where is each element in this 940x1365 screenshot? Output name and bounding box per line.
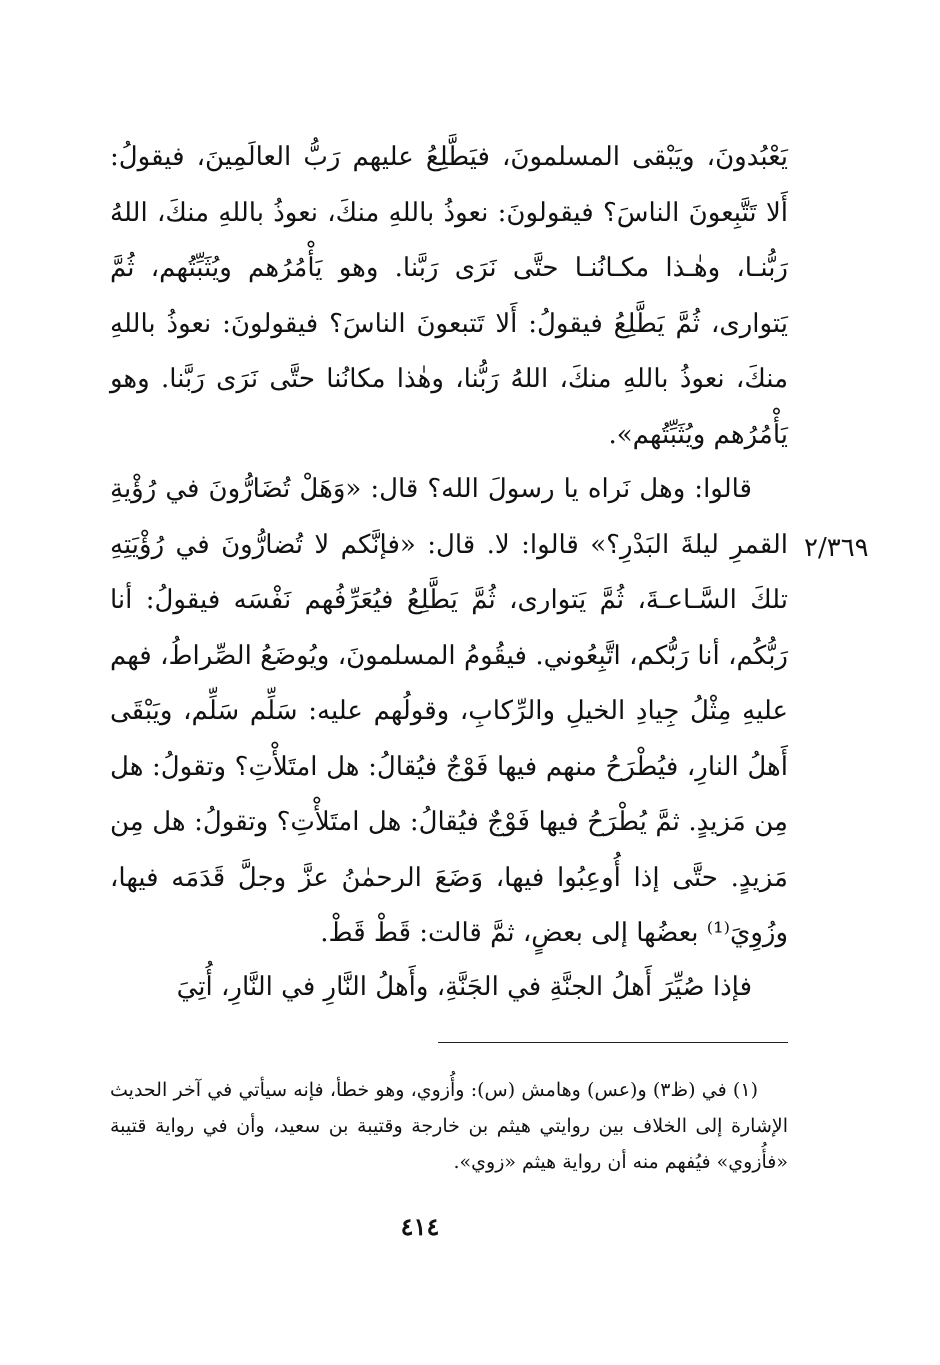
footnote: (١) في (ظ٣) و(عس) وهامش (س): وأُزوي، وهو خطأ، فإنه سيأتي في آخر الحديث الإشارة إلى الخلاف بين روايتي هيثم بن خارجة وقتيبة بن سعيد، وأن في رواية قتيبة «فأُزوي» فيُفهم منه أن رواية هيثم «زوي». [110,1079,788,1173]
body-paragraph: يَعْبُدونَ، ويَبْقى المسلمونَ، فيَطَّلِعُ عليهم رَبُّ العالَمِينَ، فيقولُ: أَلا تَتَّبِعونَ الناسَ؟ فيقولونَ: نعوذُ باللهِ منكَ، نعوذُ باللهِ منكَ، اللهُ رَبُّنـا، وهٰـذا مكـانُنـا حتَّى نَرَى رَبَّنا. وهو يَأْمُرُهم ويُثَبِّتُهم، ثُمَّ يَتوارى، ثُمَّ يَطَّلِعُ فيقولُ: أَلا تَتبعونَ الناسَ؟ فيقولونَ: نعوذُ باللهِ منكَ، نعوذُ باللهِ منكَ، اللهُ رَبُّنا، وهٰذا مكانُنا حتَّى نَرَى رَبَّنا. وهو يَأْمُرُهم ويُثَبِّتُهم». [110,142,788,450]
margin-volume-page-reference: ٢/٣٦٩ [804,533,869,563]
body-paragraph: فإذا صُيِّرَ أَهلُ الجنَّةِ في الجَنَّةِ، وأَهلُ النَّارِ في النَّارِ، أُتِيَ [176,972,752,1002]
footnote-divider [438,1042,788,1043]
page-number: ٤١٤ [400,1212,440,1241]
body-paragraph: قالوا: وهل نَراه يا رسولَ الله؟ قال: «وَهَلْ تُضَارُّونَ في رُؤْيةِ القمرِ ليلةَ البَدْرِ؟» قالوا: لا. قال: «فإنَّكم لا تُضارُّونَ في رُؤْيَتِهِ تلكَ السَّـاعـةَ، ثُمَّ يَتوارى، ثُمَّ يَطَّلِعُ فيُعَرِّفُهم نَفْسَه فيقولُ: أنا رَبُّكُم، أنا رَبُّكم، اتَّبِعُوني. فيقُومُ المسلمونَ، ويُوضَعُ الصِّراطُ، فهم عليهِ مِثْلُ جِيادِ الخيلِ والرِّكابِ، وقولُهم عليه: سَلِّم سَلِّم، ويَبْقَى أَهلُ النارِ، فيُطْرَحُ منهم فيها فَوْجٌ فيُقالُ: هل امتَلأْتِ؟ وتقولُ: هل مِن مَزيدٍ. ثمَّ يُطْرَحُ فيها فَوْجٌ فيُقالُ: هل امتَلأْتِ؟ وتقولُ: هل مِن مَزيدٍ. حتَّى إذا أُوعِبُوا فيها، وَضَعَ الرحمٰنُ عزَّ وجلَّ قَدَمَه فيها، وزُوِيَ⁽¹⁾ بعضُها إلى بعضٍ، ثمَّ قالت: قَطْ قَطْ. [110,474,788,948]
